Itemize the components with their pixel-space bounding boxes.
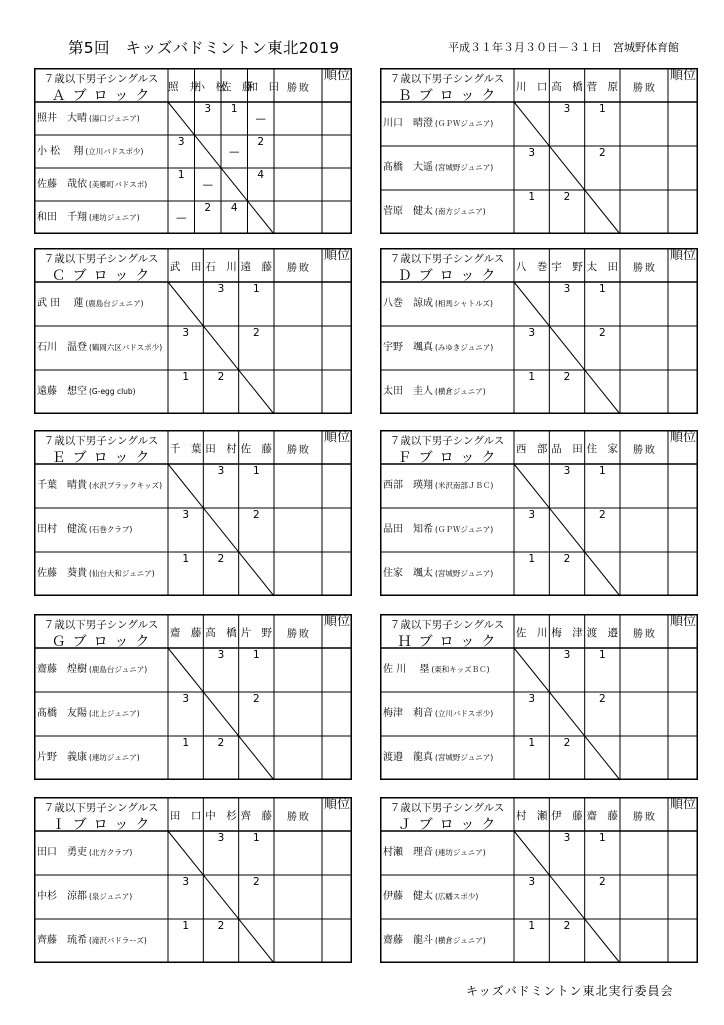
block-name: Ｇブロック xyxy=(51,634,157,650)
player-club: (立川バドスポ少) xyxy=(85,146,144,156)
match-order-number: 3 xyxy=(528,327,535,339)
league-block xyxy=(380,797,698,963)
player-club: (連坊ジュニア) xyxy=(89,212,140,222)
rank-column-header: 順位 xyxy=(669,68,696,83)
player-club: (G-egg club) xyxy=(89,387,136,396)
league-block xyxy=(34,248,352,414)
match-order-number: 1 xyxy=(177,169,185,181)
league-block xyxy=(34,614,352,780)
match-order-number: 2 xyxy=(563,371,571,383)
self-match-diagonal xyxy=(514,464,620,596)
match-order-number: 3 xyxy=(204,103,212,115)
match-order-number: 2 xyxy=(598,147,606,159)
player-entry xyxy=(383,118,493,130)
match-order-number: 1 xyxy=(252,832,260,844)
match-order-number: 1 xyxy=(528,920,535,932)
self-match-diagonal xyxy=(514,831,620,963)
match-order-number: 3 xyxy=(217,283,225,295)
block-category: ７歳以下男子シングルス xyxy=(43,253,159,265)
block-name: Ｆブロック xyxy=(397,450,503,466)
match-order-number: 3 xyxy=(563,465,571,477)
self-match-diagonal xyxy=(168,648,274,780)
self-match-diagonal xyxy=(514,282,620,414)
league-block xyxy=(34,68,352,234)
player-club: (宮城野ジュニア) xyxy=(435,753,494,762)
match-order-number: 2 xyxy=(598,693,606,705)
player-entry xyxy=(37,847,132,859)
player-club: (横倉ジュニア) xyxy=(435,387,486,396)
league-block xyxy=(380,430,698,596)
player-club: (横倉ジュニア) xyxy=(435,936,486,945)
player-entry xyxy=(383,891,478,903)
player-name: 石川 温登 xyxy=(37,342,87,353)
player-entry xyxy=(383,162,493,174)
player-name: 渡邉 龍真 xyxy=(383,752,433,763)
match-order-number: 2 xyxy=(563,737,571,749)
rank-column-header: 順位 xyxy=(669,797,696,812)
player-name: 髙橋 友陽 xyxy=(37,708,87,719)
player-entry xyxy=(383,847,486,859)
player-name: 佐藤 葵貴 xyxy=(37,568,87,579)
league-block xyxy=(34,797,352,963)
player-club: (湯口ジュニア) xyxy=(89,113,140,123)
rank-column-header: 順位 xyxy=(669,430,696,445)
match-order-number: 1 xyxy=(598,465,606,477)
opponent-column-header: 八 巻 xyxy=(515,261,548,273)
match-order-number: 1 xyxy=(598,103,606,115)
player-club: (鶴岡六区バドスポ少) xyxy=(89,343,163,352)
player-club: (宮城野ジュニア) xyxy=(435,163,494,172)
player-entry xyxy=(37,146,144,158)
opponent-column-header: 川 口 xyxy=(515,81,548,93)
block-category: ７歳以下男子シングルス xyxy=(43,619,159,631)
match-order-number: 2 xyxy=(217,737,225,749)
opponent-column-header: 片 野 xyxy=(240,627,273,639)
match-order-number: 3 xyxy=(177,136,185,148)
player-club: (鹿島台ジュニア) xyxy=(85,299,144,308)
match-order-number: 1 xyxy=(598,283,606,295)
match-order-number: 3 xyxy=(182,876,189,888)
self-match-diagonal xyxy=(168,282,274,414)
opponent-column-header: 住 家 xyxy=(586,443,619,455)
opponent-column-header: 齋 藤 xyxy=(169,627,202,639)
player-club: (広幡スポ少) xyxy=(435,892,479,901)
unplayed-mark: — xyxy=(176,211,187,224)
match-order-number: 1 xyxy=(528,191,535,203)
player-entry xyxy=(37,298,144,310)
player-club: (ＧＰＷジュニア) xyxy=(435,119,494,128)
block-category: ７歳以下男子シングルス xyxy=(43,435,159,447)
player-entry xyxy=(383,524,493,536)
opponent-column-header: 西 部 xyxy=(515,443,548,455)
player-name: 梅津 莉音 xyxy=(383,708,433,719)
opponent-column-header: 村 瀬 xyxy=(515,810,548,822)
match-order-number: 1 xyxy=(252,465,260,477)
match-order-number: 3 xyxy=(563,649,571,661)
opponent-column-header: 宇 野 xyxy=(551,261,583,273)
player-club: (立川バドスポ少) xyxy=(435,709,494,718)
player-name: 武 田 蓮 xyxy=(37,298,84,309)
player-club: (仙台大和ジュニア) xyxy=(89,569,155,578)
match-order-number: 1 xyxy=(182,920,189,932)
unplayed-mark: — xyxy=(255,112,266,125)
player-name: 川口 晴澄 xyxy=(383,118,433,129)
opponent-column-header: 中 杉 xyxy=(205,810,237,822)
block-category: ７歳以下男子シングルス xyxy=(43,802,159,814)
player-club: (美郷町バドスポ) xyxy=(89,179,148,189)
opponent-column-header: 高 橋 xyxy=(551,81,583,93)
player-club: (北上ジュニア) xyxy=(89,709,140,718)
player-entry xyxy=(383,480,493,492)
player-name: 髙橋 大遥 xyxy=(383,162,433,173)
match-order-number: 1 xyxy=(230,103,238,115)
unplayed-mark: — xyxy=(229,145,240,158)
player-name: 西部 瑛翔 xyxy=(383,480,433,491)
player-club: (泉ジュニア) xyxy=(89,892,133,901)
player-name: 菅原 健太 xyxy=(383,206,433,217)
organizer-footer: キッズバドミントン東北実行委員会 xyxy=(466,984,674,998)
opponent-column-header: 齋 藤 xyxy=(586,810,619,822)
player-club: (連坊ジュニア) xyxy=(435,848,486,857)
player-name: 八巻 諒成 xyxy=(383,298,433,309)
rank-column-header: 順位 xyxy=(323,430,350,445)
match-order-number: 1 xyxy=(598,832,606,844)
opponent-column-header: 太 田 xyxy=(586,261,619,273)
player-club: (東和キッズＢＣ) xyxy=(431,665,490,674)
player-club: (連坊ジュニア) xyxy=(89,753,140,762)
opponent-column-header: 齊 藤 xyxy=(240,810,273,822)
self-match-diagonal xyxy=(168,831,274,963)
opponent-column-header: 小 松 xyxy=(194,81,226,93)
match-order-number: 4 xyxy=(257,169,265,181)
opponent-column-header: 遠 藤 xyxy=(240,261,273,273)
document-title: 第5回 キッズバドミントン東北2019 xyxy=(68,39,340,57)
opponent-column-header: 佐 川 xyxy=(515,627,548,639)
match-order-number: 2 xyxy=(252,876,260,888)
opponent-column-header: 石 川 xyxy=(205,261,237,273)
opponent-column-header: 千 葉 xyxy=(169,443,202,455)
result-column-header: 勝敗 xyxy=(633,445,657,456)
match-order-number: 3 xyxy=(217,649,225,661)
match-order-number: 2 xyxy=(563,191,571,203)
opponent-column-header: 佐 藤 xyxy=(240,443,273,455)
match-order-number: 2 xyxy=(257,136,265,148)
block-category: ７歳以下男子シングルス xyxy=(389,253,505,265)
match-order-number: 1 xyxy=(182,737,189,749)
match-order-number: 3 xyxy=(217,465,225,477)
block-category: ７歳以下男子シングルス xyxy=(389,73,505,85)
result-column-header: 勝敗 xyxy=(633,83,657,94)
block-name: Ａブロック xyxy=(51,88,157,104)
match-order-number: 3 xyxy=(217,832,225,844)
match-order-number: 2 xyxy=(217,371,225,383)
match-order-number: 1 xyxy=(182,371,189,383)
player-club: (みゆきジュニア) xyxy=(435,343,494,352)
league-block xyxy=(380,68,698,234)
match-order-number: 2 xyxy=(598,876,606,888)
player-name: 伊藤 健太 xyxy=(383,891,433,902)
player-entry xyxy=(37,568,155,580)
player-club: (水沢ブラックキッズ) xyxy=(89,481,163,490)
match-order-number: 3 xyxy=(528,509,535,521)
match-order-number: 2 xyxy=(563,920,571,932)
player-name: 宇野 颯真 xyxy=(383,342,433,353)
opponent-column-header: 梅 津 xyxy=(551,627,583,639)
match-order-number: 2 xyxy=(217,920,225,932)
player-name: 齊藤 琉希 xyxy=(37,935,87,946)
player-name: 品田 知希 xyxy=(383,524,433,535)
player-name: 住家 颯太 xyxy=(383,568,433,579)
result-column-header: 勝敗 xyxy=(633,629,657,640)
match-order-number: 3 xyxy=(563,832,571,844)
player-entry xyxy=(37,113,140,125)
match-order-number: 3 xyxy=(528,693,535,705)
match-order-number: 2 xyxy=(217,553,225,565)
player-entry xyxy=(37,935,147,947)
player-club: (米沢南部ＪＢＣ) xyxy=(435,481,494,490)
player-entry xyxy=(383,298,493,310)
self-match-diagonal xyxy=(168,464,274,596)
league-block xyxy=(380,248,698,414)
result-column-header: 勝敗 xyxy=(287,629,311,640)
match-order-number: 4 xyxy=(230,202,238,214)
block-name: Ｉブロック xyxy=(51,817,157,833)
match-order-number: 1 xyxy=(528,737,535,749)
block-category: ７歳以下男子シングルス xyxy=(389,619,505,631)
player-name: 太田 圭人 xyxy=(383,386,433,397)
result-column-header: 勝敗 xyxy=(287,812,311,823)
player-entry xyxy=(37,752,140,764)
opponent-column-header: 武 田 xyxy=(169,261,202,273)
player-entry xyxy=(383,708,493,720)
opponent-column-header: 和 田 xyxy=(247,81,279,93)
player-name: 齋藤 煌樹 xyxy=(37,664,87,675)
rank-column-header: 順位 xyxy=(323,248,350,263)
player-entry xyxy=(37,524,132,536)
player-entry xyxy=(383,664,490,676)
player-entry xyxy=(383,386,486,398)
opponent-column-header: 品 田 xyxy=(551,443,583,455)
match-order-number: 1 xyxy=(252,283,260,295)
match-order-number: 3 xyxy=(182,693,189,705)
player-entry xyxy=(383,752,493,764)
self-match-diagonal xyxy=(514,648,620,780)
match-order-number: 3 xyxy=(563,283,571,295)
player-name: 田口 勇吏 xyxy=(37,847,87,858)
match-order-number: 1 xyxy=(182,553,189,565)
match-order-number: 2 xyxy=(252,509,260,521)
block-name: Ｊブロック xyxy=(397,817,503,833)
unplayed-mark: — xyxy=(202,178,213,191)
player-entry xyxy=(37,212,140,224)
match-order-number: 2 xyxy=(252,693,260,705)
player-club: (滝沢バドラーズ) xyxy=(89,936,147,945)
opponent-column-header: 高 橋 xyxy=(205,627,237,639)
match-order-number: 1 xyxy=(252,649,260,661)
player-club: (鹿島台ジュニア) xyxy=(89,665,148,674)
player-name: 田村 健流 xyxy=(37,524,87,535)
opponent-column-header: 田 口 xyxy=(169,810,202,822)
match-order-number: 2 xyxy=(252,327,260,339)
player-name: 中杉 涼都 xyxy=(37,891,87,902)
match-order-number: 2 xyxy=(204,202,212,214)
match-order-number: 1 xyxy=(528,553,535,565)
player-name: 小 松 翔 xyxy=(37,145,84,157)
player-entry xyxy=(37,891,132,903)
match-order-number: 3 xyxy=(182,327,189,339)
match-order-number: 3 xyxy=(563,103,571,115)
player-name: 齋藤 龍斗 xyxy=(383,935,433,946)
match-order-number: 1 xyxy=(598,649,606,661)
player-entry xyxy=(383,935,486,947)
league-block xyxy=(380,614,698,780)
match-order-number: 3 xyxy=(528,876,535,888)
opponent-column-header: 伊 藤 xyxy=(551,810,583,822)
result-column-header: 勝敗 xyxy=(287,445,311,456)
opponent-column-header: 佐 藤 xyxy=(221,81,253,93)
rank-column-header: 順位 xyxy=(323,614,350,629)
match-order-number: 1 xyxy=(528,371,535,383)
match-order-number: 2 xyxy=(598,509,606,521)
rank-column-header: 順位 xyxy=(669,614,696,629)
player-entry xyxy=(383,206,486,218)
player-name: 片野 義康 xyxy=(37,752,87,763)
block-name: Ｅブロック xyxy=(51,450,157,466)
result-column-header: 勝敗 xyxy=(633,812,657,823)
player-club: (石巻クラブ) xyxy=(89,525,133,534)
player-name: 遠藤 想空 xyxy=(37,386,87,397)
player-entry xyxy=(37,386,136,398)
player-club: (北方クラブ) xyxy=(89,848,133,857)
player-club: (相馬シャトルズ) xyxy=(435,299,493,308)
block-name: Ｄブロック xyxy=(397,268,503,284)
match-order-number: 2 xyxy=(598,327,606,339)
match-order-number: 3 xyxy=(182,509,189,521)
player-name: 和田 千翔 xyxy=(37,211,87,223)
date-venue: 平成３１年３月３０日－３１日 宮城野体育館 xyxy=(448,41,679,54)
block-name: Ｃブロック xyxy=(51,268,157,284)
player-name: 佐 川 塁 xyxy=(383,664,430,675)
player-club: (南方ジュニア) xyxy=(435,207,486,216)
player-club: (宮城野ジュニア) xyxy=(435,569,494,578)
opponent-column-header: 照 井 xyxy=(168,81,200,93)
block-category: ７歳以下男子シングルス xyxy=(389,802,505,814)
opponent-column-header: 渡 邉 xyxy=(586,627,619,639)
opponent-column-header: 菅 原 xyxy=(586,81,619,93)
self-match-diagonal xyxy=(514,102,620,234)
opponent-column-header: 田 村 xyxy=(205,443,237,455)
block-name: Ｂブロック xyxy=(397,88,503,104)
player-club: (ＧＰＷジュニア) xyxy=(435,525,494,534)
result-column-header: 勝敗 xyxy=(287,83,311,94)
rank-column-header: 順位 xyxy=(669,248,696,263)
block-category: ７歳以下男子シングルス xyxy=(389,435,505,447)
league-block xyxy=(34,430,352,596)
player-name: 佐藤 哉依 xyxy=(37,178,87,190)
block-category: ７歳以下男子シングルス xyxy=(43,73,159,85)
rank-column-header: 順位 xyxy=(323,797,350,812)
player-entry xyxy=(383,568,493,580)
player-entry xyxy=(37,480,162,492)
player-name: 照井 大晴 xyxy=(37,112,87,124)
result-column-header: 勝敗 xyxy=(287,263,311,274)
result-column-header: 勝敗 xyxy=(633,263,657,274)
player-entry xyxy=(37,664,147,676)
player-entry xyxy=(37,179,147,191)
block-name: Ｈブロック xyxy=(397,634,503,650)
match-order-number: 3 xyxy=(528,147,535,159)
player-entry xyxy=(37,342,162,354)
player-entry xyxy=(37,708,140,720)
player-name: 村瀬 理音 xyxy=(383,847,433,858)
player-entry xyxy=(383,342,493,354)
match-order-number: 2 xyxy=(563,553,571,565)
rank-column-header: 順位 xyxy=(323,68,350,83)
player-name: 千葉 晴貴 xyxy=(37,480,87,491)
